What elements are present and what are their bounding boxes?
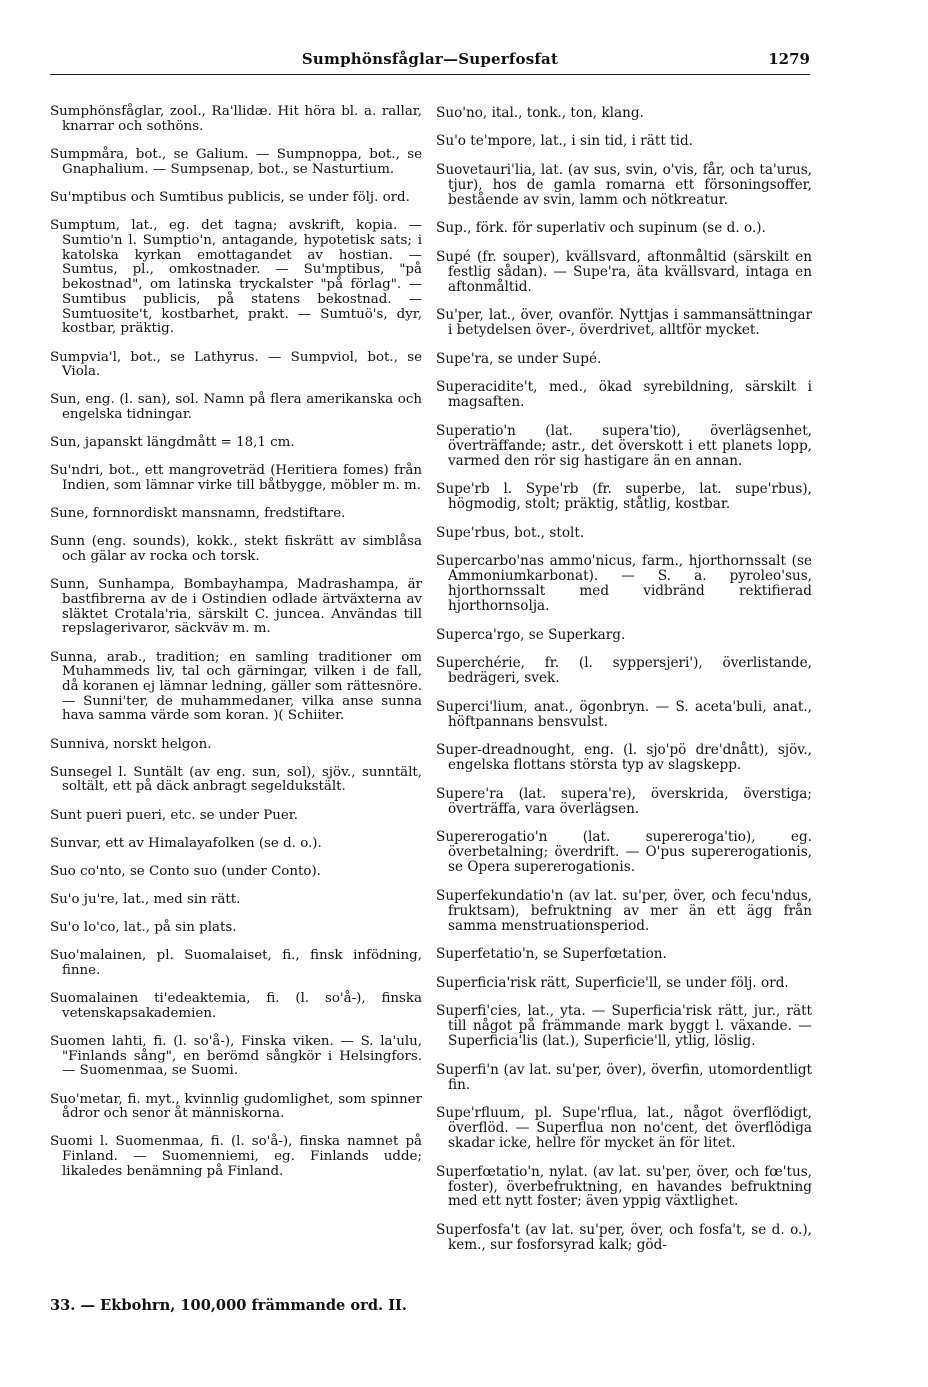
dictionary-entry: Superchérie, fr. (l. syppersjeri'), överlistande, bedrägeri, svek.	[436, 655, 812, 687]
left-column	[50, 92, 422, 1184]
dictionary-entry: Suo'metar, fi. myt., kvinnlig gudomlighet, som spinner ådror och senor åt människorna.	[50, 1091, 422, 1122]
dictionary-entry: Sunvar, ett av Himalayafolken (se d. o.).	[50, 835, 322, 851]
dictionary-entry: Suomalainen ti'edeaktemia, fi. (l. so'å-), finska vetenskapsakademien.	[50, 991, 422, 1021]
dictionary-entry: Superfekundatio'n (av lat. su'per, över, och fecu'ndus, fruktsam), befruktning av mer än ett ägg från samma menstruationsperiod.	[436, 887, 812, 934]
dictionary-entry: Su'o lo'co, lat., på sin plats.	[50, 920, 237, 936]
page-number: 1279	[768, 50, 810, 68]
dictionary-entry: Sunsegel l. Suntält (av eng. sun, sol), sjöv., sunntält, soltält, ett på däck anbragt segeldukstält.	[50, 764, 422, 795]
dictionary-entry: Sunn (eng. sounds), kokk., stekt fiskrätt av simblåsa och gälar av rocka och torsk.	[50, 534, 422, 565]
dictionary-entry: Superacidite't, med., ökad syrebildning, särskilt i magsaften.	[436, 379, 812, 411]
dictionary-entry: Super-dreadnought, eng. (l. sjo'pö dre'dnått), sjöv., engelska flottans största typ av slagskepp.	[436, 742, 812, 774]
dictionary-entry: Suovetauri'lia, lat. (av sus, svin, o'vis, får, och ta'urus, tjur), hos de gamla romarna ett försoningsoffer, bestående av svin, lamm och nötkreatur.	[436, 161, 812, 208]
dictionary-entry: Supere'ra (lat. supera're), överskrida, överstiga; överträffa, vara överlägsen.	[436, 785, 812, 817]
dictionary-entry: Superfetatio'n, se Superfœtation.	[436, 946, 667, 963]
dictionary-entry: Supercarbo'nas ammo'nicus, farm., hjorthornssalt (se Ammoniumkarbonat). — S. a. pyroleo'sus, hjorthornssalt med vidbränd rektifierad hjorthornsolja.	[436, 553, 812, 615]
page-title: Sumphönsfåglar—Superfosfat	[301, 50, 559, 68]
dictionary-entry: Superci'lium, anat., ögonbryn. — S. aceta'buli, anat., höftpannans bensvulst.	[436, 698, 812, 730]
dictionary-entry: Superficia'risk rätt, Superficie'll, se under följ. ord.	[436, 974, 789, 991]
dictionary-entry: Superca'rgo, se Superkarg.	[436, 626, 626, 643]
dictionary-entry: Su'o te'mpore, lat., i sin tid, i rätt tid.	[436, 133, 693, 150]
dictionary-entry: Suo co'nto, se Conto suo (under Conto).	[50, 863, 321, 879]
dictionary-entry: Superfœtatio'n, nylat. (av lat. su'per, över, och fœ'tus, foster), överbefruktning, en havandes befruktning med ett nytt foster; även yppig växtlighet.	[436, 1163, 812, 1210]
dictionary-entry: Sunt pueri pueri, etc. se under Puer.	[50, 807, 298, 823]
dictionary-entry: Supererogatio'n (lat. supereroga'tio), eg. överbetalning; överdrift. — O'pus supererogationis, se Opera supererogationis.	[436, 829, 812, 876]
dictionary-entry: Supe'rbus, bot., stolt.	[436, 524, 585, 541]
dictionary-entry: Sumpmåra, bot., se Galium. — Sumpnoppa, bot., se Gnaphalium. — Sumpsenap, bot., se Nasturtium.	[50, 147, 422, 177]
dictionary-entry: Su'ndri, bot., ett mangroveträd (Heritiera fomes) från Indien, som lämnar virke till båtbygge, möbler m. m.	[50, 463, 422, 494]
dictionary-entry: Sune, fornnordiskt mansnamn, fredstiftare.	[50, 506, 346, 522]
dictionary-entry: Sun, japanskt längdmått = 18,1 cm.	[50, 435, 295, 451]
dictionary-entry: Su'mptibus och Sumtibus publicis, se under följ. ord.	[50, 190, 410, 206]
dictionary-entry: Suo'no, ital., tonk., ton, klang.	[436, 104, 644, 121]
right-column	[436, 92, 812, 1257]
dictionary-entry: Sun, eng. (l. san), sol. Namn på flera amerikanska och engelska tidningar.	[50, 392, 422, 423]
dictionary-entry: Supé (fr. souper), kvällsvard, aftonmåltid (särskilt en festlig sådan). — Supe'ra, äta kvällsvard, intaga en aftonmåltid.	[436, 248, 812, 295]
dictionary-entry: Sunna, arab., tradition; en samling traditioner om Muhammeds liv, tal och gärningar, vilken i de fall, då koranen ej lämnar ledning, gäller som rättesnöre. — Sunni'ter, de muhammedaner, vilka anse sunna hava samma värde som koran. )( Schiiter.	[50, 649, 422, 724]
dictionary-entry: Superfosfa't (av lat. su'per, över, och fosfa't, se d. o.), kem., sur fosforsyrad kalk; göd-	[436, 1222, 812, 1253]
dictionary-entry: Sumpvia'l, bot., se Lathyrus. — Sumpviol, bot., se Viola.	[50, 349, 422, 380]
dictionary-entry: Supe'ra, se under Supé.	[436, 350, 602, 367]
dictionary-entry: Superatio'n (lat. supera'tio), överlägsenhet, överträffande; astr., det överskott i ett planets lopp, varmed den rör sig hastigare än en annan.	[436, 422, 812, 469]
dictionary-entry: Superfi'cies, lat., yta. — Superficia'risk rätt, jur., rätt till något på främmande mark byggt l. växande. — Superficia'lis (lat.), Superficie'll, ytlig, löslig.	[436, 1003, 812, 1050]
dictionary-entry: Su'o ju're, lat., med sin rätt.	[50, 891, 241, 907]
dictionary-entry: Sumphönsfåglar, zool., Ra'llidæ. Hit höra bl. a. rallar, knarrar och sothöns.	[50, 104, 422, 135]
running-header	[50, 48, 810, 75]
dictionary-entry: Superfi'n (av lat. su'per, över), överfin, utomordentligt fin.	[436, 1061, 812, 1093]
dictionary-entry: Sunniva, norskt helgon.	[50, 736, 212, 752]
dictionary-entry: Sup., förk. för superlativ och supinum (se d. o.).	[436, 220, 766, 237]
dictionary-entry: Su'per, lat., över, ovanför. Nyttjas i sammansättningar i betydelsen över-, överdrivet, alltför mycket.	[436, 307, 812, 339]
dictionary-entry: Supe'rfluum, pl. Supe'rflua, lat., något överflödigt, överflöd. — Superflua non no'cent, det överflödiga skadar icke, hellre för mycket än för litet.	[436, 1105, 812, 1151]
page-footer: 33. — Ekbohrn, 100,000 främmande ord. II.	[50, 1297, 407, 1314]
dictionary-entry: Suo'malainen, pl. Suomalaiset, fi., finsk infödning, finne.	[50, 948, 422, 978]
dictionary-entry: Supe'rb l. Sype'rb (fr. superbe, lat. supe'rbus), högmodig, stolt; präktig, ståtlig, kostbar.	[436, 481, 812, 513]
dictionary-entry: Suomi l. Suomenmaa, fi. (l. so'å-), finska namnet på Finland. — Suomenniemi, eg. Finlands udde; likaledes benämning på Finland.	[50, 1134, 422, 1179]
dictionary-entry: Sumptum, lat., eg. det tagna; avskrift, kopia. — Sumtio'n l. Sumptio'n, antagande, hypotetisk sats; i katolska kyrkan emottagandet av hostian. — Sumtus, pl., omkostnader. — Su'mptibus, "på bekostnad", om latinska tryckalster "på förlag". — Sumtibus publicis, på statens bekostnad. — Sumtuosite't, kostbarhet, prakt. — Sumtuö's, dyr, kostbar, präktig.	[50, 218, 422, 337]
dictionary-entry: Sunn, Sunhampa, Bombayhampa, Madrashampa, är bastfibrerna av de i Ostindien odlade ärtväxterna av släktet Crotala'ria, särskilt C. juncea. Användas till repslagerivaror, säckväv m. m.	[50, 577, 422, 637]
dictionary-entry: Suomen lahti, fi. (l. so'å-), Finska viken. — S. la'ulu, "Finlands sång", en berömd sångkör i Helsingfors. — Suomenmaa, se Suomi.	[50, 1033, 422, 1079]
